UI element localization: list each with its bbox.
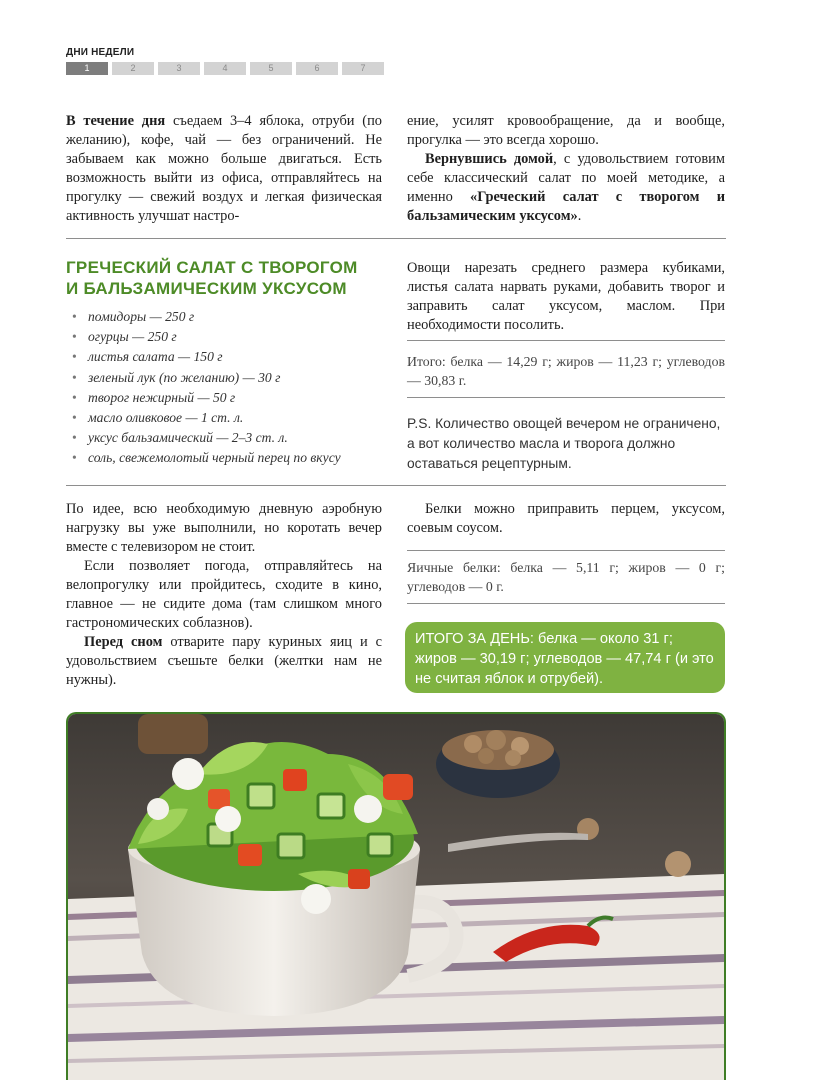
walk-paragraph: ение, усилят кровообращение, да и вообще, прогулка — это всегда хорошо. xyxy=(407,113,725,148)
day-tabs xyxy=(66,62,384,75)
divider-method xyxy=(407,340,725,341)
ps-text: P.S. Количество овощей вечером не ограничено, а вот количество масла и творога должно оставаться рецептурным. xyxy=(407,416,721,471)
ingredient-item: • зеленый лук (по желанию) — 30 г xyxy=(66,368,396,388)
home-end: . xyxy=(577,208,582,224)
bedtime-text: отварите пару куриных яиц и с удовольствием съешьте белки (желтки нам не нужны). xyxy=(66,634,383,688)
evening-paragraph: По идее, всю необходимую дневную аэробную нагрузку вы уже выполнили, но коротать вечер вместе с телевизором не стоит. xyxy=(66,501,382,555)
egg-total-text: Яичные белки: белка — 5,11 г; жиров — 0 г; углеводов — 0 г. xyxy=(407,560,725,594)
top-right-column xyxy=(407,112,725,226)
home-paragraph xyxy=(407,150,725,226)
day-text: съедаем 3–4 яблока, отруби (по желанию), кофе, чай — без ограничений. Не забываем как можно больше двигаться. Есть возможность выйти из офиса, отправляйтесь на прогулку — свежий воздух и легкая физическая активность улучшат настро- xyxy=(66,113,382,224)
egg-whites-paragraph: Белки можно приправить перцем, уксусом, соевым соусом. xyxy=(407,501,725,536)
recipe-title-line2: И БАЛЬЗАМИЧЕСКИМ УКСУСОМ xyxy=(66,279,347,298)
bottom-left-column xyxy=(66,500,382,690)
method-text: Овощи нарезать среднего размера кубиками, листья салата нарвать руками, добавить творог и заправить салат уксусом, маслом. При необходимости посолить. xyxy=(407,260,725,333)
salad-photo xyxy=(66,712,726,1080)
home-text: , с удовольствием готовим себе классический салат по моей методике, а именно xyxy=(407,151,725,205)
bedtime-bold: Перед сном xyxy=(84,634,163,650)
ingredient-item: • масло оливковое — 1 ст. л. xyxy=(66,408,396,428)
ingredient-item: • листья салата — 150 г xyxy=(66,347,396,367)
section-label: ДНИ НЕДЕЛИ xyxy=(66,47,135,58)
ingredient-item: • огурцы — 250 г xyxy=(66,327,396,347)
home-bold: Вернувшись домой xyxy=(425,151,554,167)
recipe-total xyxy=(407,352,725,390)
salad-name-bold: «Греческий салат с творогом и бальзамическим уксусом» xyxy=(407,189,726,224)
day-tab-4[interactable]: 4 xyxy=(204,62,246,75)
day-tab-1[interactable]: 1 xyxy=(66,62,108,75)
recipe-title xyxy=(66,257,391,299)
divider-egg xyxy=(407,550,725,551)
bedtime-paragraph xyxy=(66,633,382,690)
ingredient-list xyxy=(66,307,396,469)
divider-top xyxy=(66,238,726,239)
ingredient-item: • творог нежирный — 50 г xyxy=(66,388,396,408)
day-tab-6[interactable]: 6 xyxy=(296,62,338,75)
day-total-text: ИТОГО ЗА ДЕНЬ: белка — около 31 г; жиров — 30,19 г; углеводов — 47,74 г (и это не считая яблок и отрубей). xyxy=(415,631,714,687)
lead-bold: В течение дня xyxy=(66,113,166,129)
recipe-method xyxy=(407,259,725,335)
recipe-ps xyxy=(407,414,725,474)
egg-total xyxy=(407,558,725,596)
bottom-right-column xyxy=(407,500,725,538)
ingredient-item: • уксус бальзамический — 2–3 ст. л. xyxy=(66,428,396,448)
divider-middle xyxy=(66,485,726,486)
ingredient-item: • помидоры — 250 г xyxy=(66,307,396,327)
divider-total xyxy=(407,397,725,398)
day-tab-7[interactable]: 7 xyxy=(342,62,384,75)
divider-egg-total xyxy=(407,603,725,604)
recipe-total-text: Итого: белка — 14,29 г; жиров — 11,23 г; углеводов — 30,83 г. xyxy=(407,354,725,388)
recipe-title-line1: ГРЕЧЕСКИЙ САЛАТ С ТВОРОГОМ xyxy=(66,258,358,277)
day-tab-3[interactable]: 3 xyxy=(158,62,200,75)
weather-paragraph: Если позволяет погода, отправляйтесь на велопрогулку или пройдитесь, сходите в кино, главное — не сидите дома (там слишком много гастрономических соблазнов). xyxy=(66,558,382,631)
day-tab-2[interactable]: 2 xyxy=(112,62,154,75)
ingredient-item: • соль, свежемолотый черный перец по вкусу xyxy=(66,448,396,468)
day-total-box xyxy=(405,622,725,693)
day-tab-5[interactable]: 5 xyxy=(250,62,292,75)
top-left-column xyxy=(66,112,382,226)
day-paragraph xyxy=(66,112,382,226)
